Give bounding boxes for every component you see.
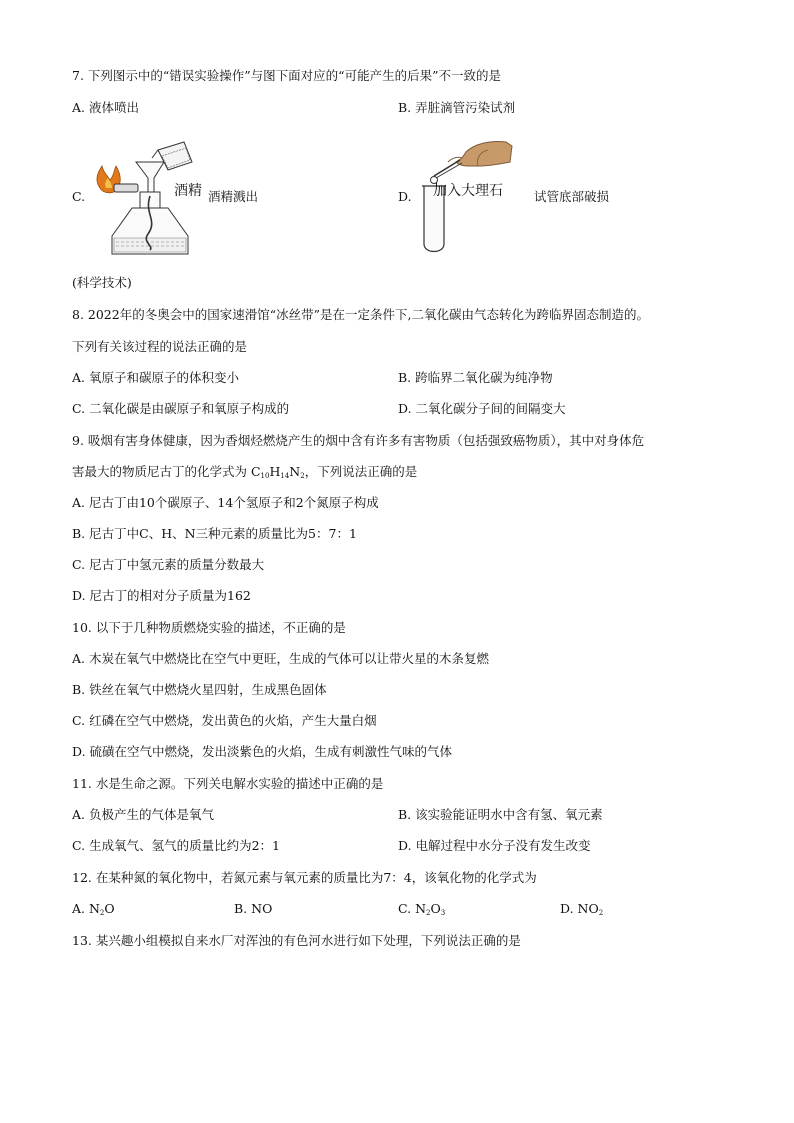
q10-stem: 10. 以下于几种物质燃烧实验的描述，不正确的是 xyxy=(72,620,346,635)
q7-option-c-result: 酒精溅出 xyxy=(208,189,259,204)
q11-stem: 11. 水是生命之源。下列关电解水实验的描述中正确的是 xyxy=(72,776,384,791)
section-tag: (科学技术) xyxy=(72,275,132,290)
q12-d-sub: 2 xyxy=(598,909,604,917)
q7-option-c-letter: C. xyxy=(72,189,86,204)
q7-option-a: A. 液体喷出 xyxy=(72,100,139,115)
q12-c-sub2: 3 xyxy=(440,909,446,917)
q9-h: H xyxy=(269,464,281,479)
q9-option-c: C. 尼古丁中氢元素的质量分数最大 xyxy=(72,557,265,572)
q7-stem: 7. 下列图示中的“错误实验操作”与图下面对应的“可能产生的后果”不一致的是 xyxy=(72,68,501,83)
q12-option-b: B. NO xyxy=(234,901,273,916)
q9-sub-n: 2 xyxy=(300,472,305,480)
q7-d-figure-label: 加入大理石 xyxy=(433,183,503,199)
q12-option-c xyxy=(398,900,445,922)
q12-option-a xyxy=(72,900,115,922)
q12-c-sub1: 2 xyxy=(426,909,431,917)
q8-stem-line1: 8. 2022年的冬奥会中的国家速滑馆“冰丝带”是在一定条件下,二氧化碳由气态转化为跨临界固态制造的。 xyxy=(72,307,649,322)
q13-stem: 13. 某兴趣小组模拟自来水厂对浑浊的有色河水进行如下处理，下列说法正确的是 xyxy=(72,933,521,948)
q7-option-d-result: 试管底部破损 xyxy=(534,189,610,204)
q12-a-sub: 2 xyxy=(99,909,105,917)
q11-option-d: D. 电解过程中水分子没有发生改变 xyxy=(398,838,591,853)
q8-stem-line2: 下列有关该过程的说法正确的是 xyxy=(72,339,248,354)
q9-stem2-pre: 害最大的物质尼古丁的化学式为 C xyxy=(72,464,261,479)
q9-n: N xyxy=(289,464,301,479)
q12-option-d xyxy=(560,900,603,922)
q11-option-b: B. 该实验能证明水中含有氢、氧元素 xyxy=(398,807,603,822)
q12-d-pre: D. NO xyxy=(560,901,599,916)
q9-option-a: A. 尼古丁由10个碳原子、14个氢原子和2个氮原子构成 xyxy=(72,495,379,510)
q9-option-b: B. 尼古丁中C、H、N三种元素的质量比为5：7：1 xyxy=(72,526,357,541)
q12-a-post: O xyxy=(104,901,115,916)
q8-option-b: B. 跨临界二氧化碳为纯净物 xyxy=(398,370,553,385)
q8-option-d: D. 二氧化碳分子间的间隔变大 xyxy=(398,401,566,416)
q10-option-a: A. 木炭在氧气中燃烧比在空气中更旺，生成的气体可以让带火星的木条复燃 xyxy=(72,651,489,666)
q9-stem-line1: 9. 吸烟有害身体健康，因为香烟烃燃烧产生的烟中含有许多有害物质（包括强致癌物质），其中对身体危 xyxy=(72,433,645,448)
q9-sub-c: 10 xyxy=(260,472,270,480)
q9-stem-line2 xyxy=(72,463,417,485)
q11-option-c: C. 生成氧气、氢气的质量比约为2：1 xyxy=(72,838,280,853)
q12-c-pre: C. N xyxy=(398,901,427,916)
q7-option-d-letter: D. xyxy=(398,189,412,204)
q10-option-c: C. 红磷在空气中燃烧，发出黄色的火焰，产生大量白烟 xyxy=(72,713,377,728)
q9-stem2-post: ，下列说法正确的是 xyxy=(304,464,418,479)
q8-option-a: A. 氧原子和碳原子的体积变小 xyxy=(72,370,239,385)
q9-sub-h: 14 xyxy=(280,472,290,480)
q8-option-c: C. 二氧化碳是由碳原子和氧原子构成的 xyxy=(72,401,290,416)
q12-a-pre: A. N xyxy=(72,901,100,916)
q10-option-b: B. 铁丝在氧气中燃烧火星四射，生成黑色固体 xyxy=(72,682,327,697)
q10-option-d: D. 硫磺在空气中燃烧，发出淡紫色的火焰，生成有刺激性气味的气体 xyxy=(72,744,453,759)
q11-option-a: A. 负极产生的气体是氧气 xyxy=(72,807,214,822)
q7-option-b: B. 弄脏滴管污染试剂 xyxy=(398,100,516,115)
q12-stem: 12. 在某种氮的氧化物中，若氮元素与氧元素的质量比为7：4，该氧化物的化学式为 xyxy=(72,870,537,885)
q9-option-d: D. 尼古丁的相对分子质量为162 xyxy=(72,588,251,603)
q12-c-mid: O xyxy=(430,901,441,916)
q7-c-figure-label: 酒精 xyxy=(174,183,202,199)
